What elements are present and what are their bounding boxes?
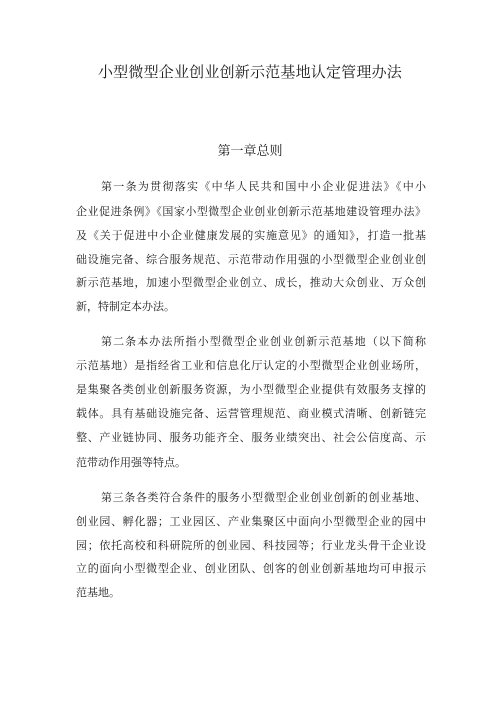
article-3-line-4: 立的面向小型微型企业、创业团队、创客的创业创新基地均可申报示 [76,562,426,575]
article-3-line-2: 创业园、孵化器；工业园区、产业集聚区中面向小型微型企业的园中 [76,515,426,528]
article-1-line-1: 第一条为贯彻落实《中华人民共和国中小企业促进法》《中小 [101,180,426,193]
article-2-line-5: 整、产业链协同、服务功能齐全、服务业绩突出、社会公信度高、示 [76,431,426,444]
article-2-line-6: 范带动作用强等特点。 [76,456,186,469]
document-title: 小型微型企业创业创新示范基地认定管理办法 [97,63,402,81]
chapter-heading: 第一章总则 [217,144,283,159]
article-1-line-4: 础设施完备、综合服务规范、示范带动作用强的小型微型企业创业创 [76,253,426,266]
article-2-line-1: 第二条本办法所指小型微型企业创业创新示范基地（以下简称 [101,335,426,348]
article-1-line-5: 新示范基地，加速小型微型企业创立、成长，推动大众创业、万众创 [76,276,426,289]
article-3-line-3: 园；依托高校和科研院所的创业园、科技园等；行业龙头骨干企业设 [76,539,426,552]
article-2-line-3: 是集聚各类创业创新服务资源，为小型微型企业提供有效服务支撑的 [76,383,426,396]
article-3-line-1: 第三条各类符合条件的服务小型微型企业创业创新的创业基地、 [101,491,426,504]
article-1-line-2: 企业促进条例》《国家小型微型企业创业创新示范基地建设管理办法》 [76,205,426,218]
article-1-line-6: 新，特制定本办法。 [76,300,175,313]
article-2-line-2: 示范基地）是指经省工业和信息化厅认定的小型微型企业创业场所， [76,359,426,372]
article-2-line-4: 载体。具有基础设施完备、运营管理规范、商业模式清晰、创新链完 [76,407,426,420]
article-1-line-3: 及《关于促进中小企业健康发展的实施意见》的通知》，打造一批基 [76,229,426,242]
article-3-line-5: 范基地。 [76,586,120,599]
